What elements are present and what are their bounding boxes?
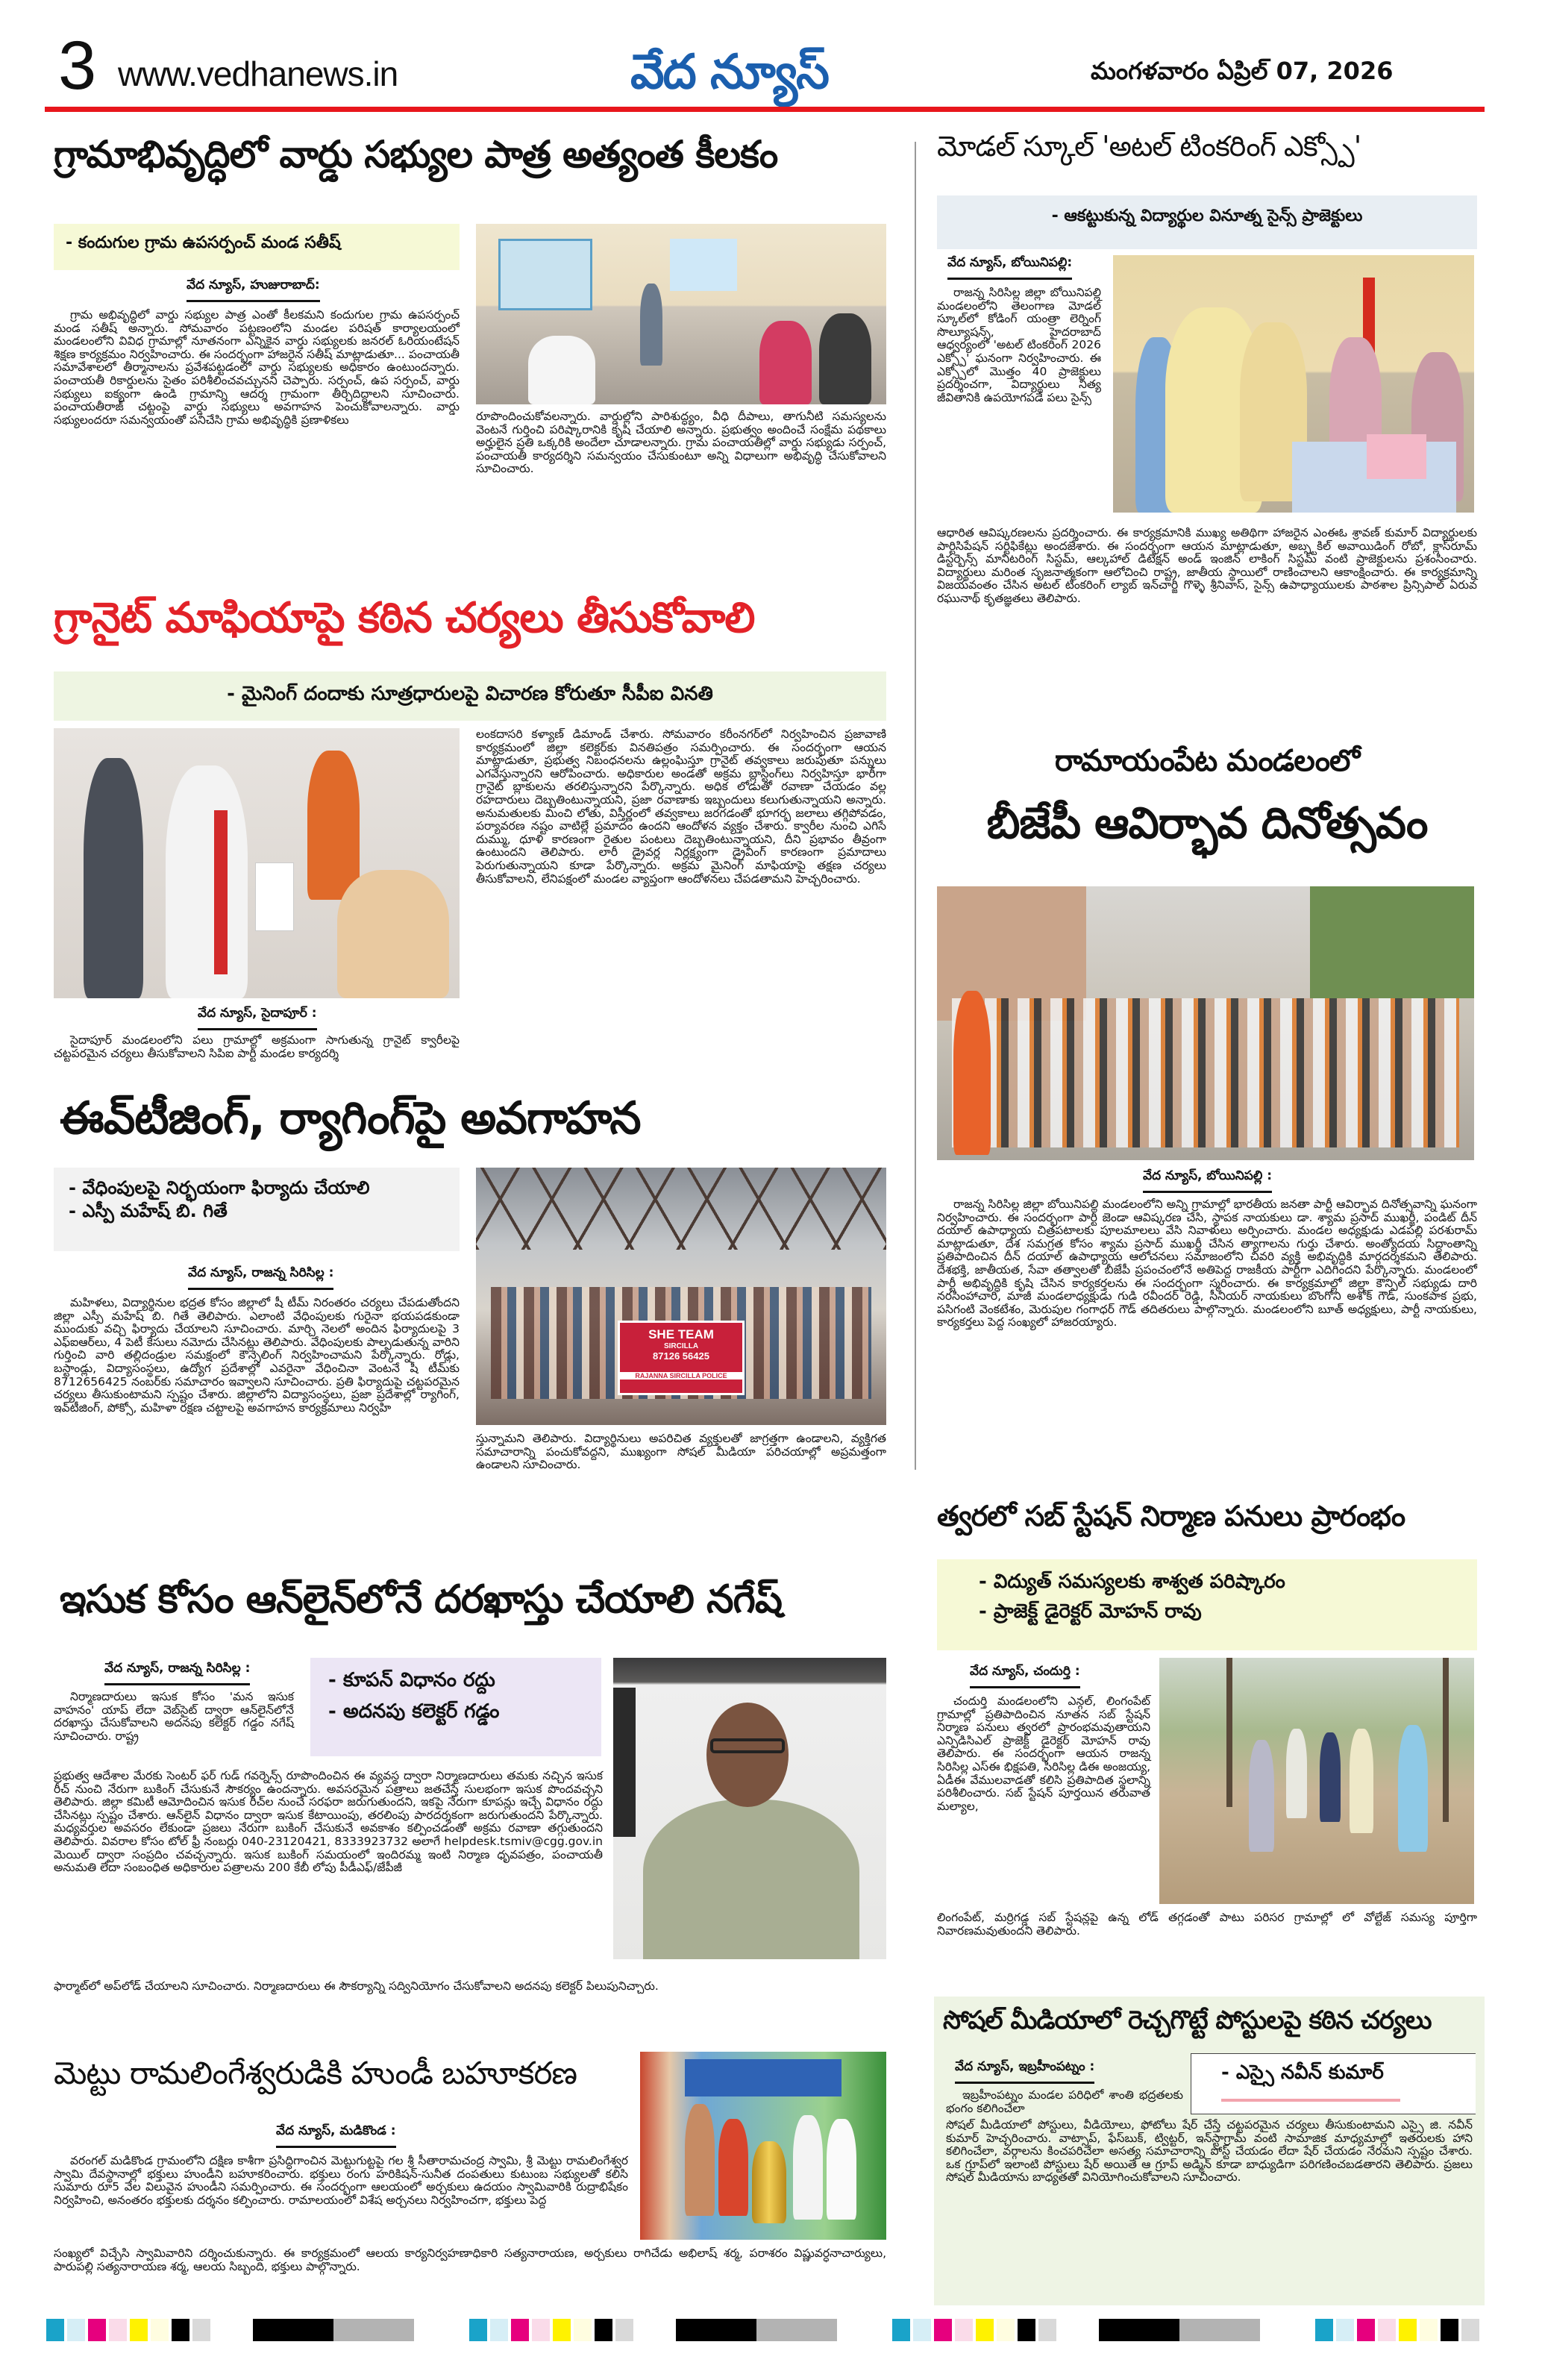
article-body: గ్రామ అభివృద్ధిలో వార్డు సభ్యుల పాత్ర ఎంతో కీలకమని కందుగుల గ్రామ ఉపసర్పంచ్ మండ సతీష్ అన్నారు. సోమవారం పట్టణంలోని మండల పరిషత్ కార్యాలయంలో మండలంలోని వివిధ గ్రామాల్లో నూతనంగా ఎన్నికైన వార్డు సభ్యులకు జనరల్ ఓరియంటేషన్ శిక్షణ కార్యక్రమం నిర్వహించారు. ఈ సందర్భంగా హాజరైన సతీష్ మాట్లాడుతూ... పంచాయతీ సమావేశాలలో తీర్మానాలను ప్రవేశపట్టడంలో వార్డు సభ్యులకు అధికారం ఉంటుందన్నారు. పంచాయతీ రికార్డులను సైతం పరిశీలించవచ్చునని చెప్పారు. సర్పంచ్, ఉప సర్పంచ్, వార్డు సభ్యులు ఐక్యంగా ఉండి గ్రామాన్ని ఆదర్శ గ్రామంగా తీర్చిదిద్దాలని సూచించారు. పంచాయతీరాజ్ చట్టంపై వార్డు సభ్యులు అవగాహన పెంచుకోవాలన్నారు. వార్డు సభ్యులందరూ సమన్వయంతో పనిచేసి గ్రామ అభివృద్ధికి ప్రణాళికలు (54, 308, 460, 427)
color-swatch (151, 2319, 169, 2341)
subhead-line: - ఎస్పీ మహేష్ బి. గితే (69, 1200, 228, 1222)
color-registration-bar (0, 2319, 1542, 2341)
color-swatch (469, 2319, 487, 2341)
photo-crowd (952, 998, 1459, 1147)
headline-granite: గ్రానైట్ మాఫియాపై కఠిన చర్యలు తీసుకోవాలి (54, 594, 755, 642)
masthead-rule (45, 107, 1485, 112)
banner-title: SHE TEAM (648, 1327, 714, 1341)
kicker-bjp: రామాయంపేట మండలంలో (1054, 744, 1360, 778)
photo-person (793, 2115, 823, 2220)
color-swatch (553, 2319, 571, 2341)
banner-place: SIRCILLA (663, 1342, 699, 1350)
subhead-substation (937, 1559, 1477, 1650)
dateline: వేద న్యూస్, బోయినిపల్లి: (947, 255, 1072, 280)
photo-additional-collector (613, 1658, 886, 1959)
photo-person (718, 2119, 748, 2216)
page-number: 3 (58, 28, 97, 104)
photo-training-hall (476, 224, 886, 404)
photo-project-model (1367, 434, 1426, 479)
article-body-continued: ఆధారిత ఆవిష్కరణలను ప్రదర్శించారు. ఈ కార్యక్రమానికి ముఖ్య అతిథిగా హాజరైన ఎంఈఓ శ్రావణ్ కుమార్ విద్యార్థులకు పార్టిసిపేషన్ సర్టిఫికేట్లు అందజేశారు. ఈ సందర్భంగా ఆయన మాట్లాడుతూ, అబ్స్టకిల్ అవాయిడింగ్ రోబో, క్లాస్‌రూమ్ డిస్టర్బెన్స్ మానిటరింగ్ సిస్టమ్, ఆల్కహాల్ డిటెక్షన్ అండ్ ఇంజిన్ లాకింగ్ సిస్టమ్ వంటి ప్రాజెక్టులను ప్రశంసించారు. విద్యార్థులు మరింత సృజనాత్మకంగా ఆలోచించి రాష్ట్ర, జాతీయ స్థాయిలో రాణించాలని ఆకాంక్షించారు. ఈ కార్యక్రమాన్ని విజయవంతం చేసిన అటల్ టింకరింగ్ ల్యాబ్ ఇన్‌చార్జి గొళ్ళె శ్రీనివాస్, సైన్స్ ఉపాధ్యాయులకు పాఠశాల ప్రిన్సిపాల్ ఏరువ రఘునాథ్ కృతజ్ఞతలు తెలిపారు. (937, 526, 1477, 605)
article-body: వరంగల్ మడికొండ గ్రామంలోని దక్షిణ కాశీగా ప్రసిద్ధిగాంచిన మెట్టుగుట్టపై గల శ్రీ సీతారామచంద్ర స్వామి, శ్రీ మెట్టు రామలింగేశ్వర స్వామి దేవస్థానాల్లో భక్తులు హుండీని బహూకరించారు. భక్తులు రంగు హరికిషన్-సునీత దంపతులు కుటుంబ సభ్యులతో కలిసి సుమారు రూ5 వేల విలువైన హుండీని సమర్పించారు. ఈ సందర్భంగా ఆలయంలో అర్చకులు ఉదయం స్వామివారికి రుద్రాభిషేకం నిర్వహించి, అనంతరం భక్తులకు దర్శనం కల్పించారు. రామాలయంలో విశేష అర్చనలు నిర్వహించగా, భక్తులు పెద్ద (54, 2154, 628, 2207)
photo-person (640, 284, 662, 366)
photo-person (84, 758, 143, 998)
subhead-line: - ప్రాజెక్ట్ డైరెక్టర్ మోహన్ రావు (979, 1600, 1202, 1623)
subhead-atal-expo (937, 195, 1477, 249)
subhead-line: - కూపన్ విధానం రద్దు (328, 1669, 495, 1691)
color-solid-block (253, 2319, 333, 2341)
photo-person (759, 321, 812, 404)
column-divider (915, 142, 916, 1470)
color-swatch (109, 2319, 127, 2341)
photo-person (166, 765, 248, 998)
photo-person (953, 991, 991, 1155)
masthead-logo: వేద న్యూస్ (630, 45, 828, 100)
photo-science-expo (1113, 255, 1474, 513)
dateline: వేద న్యూస్, రాజన్న సిరిసిల్ల : (188, 1265, 333, 1290)
color-solid-block (756, 2319, 837, 2341)
issue-date: మంగళవారం ఏప్రిల్ 07, 2026 (1091, 57, 1394, 85)
subhead-line: - ఎస్సై నవీన్ కుమార్ (1221, 2061, 1384, 2084)
color-swatch (1336, 2319, 1354, 2341)
banner-phone: 87126 56425 (653, 1350, 709, 1362)
subhead-line: - మైనింగ్ దందాకు సూత్రధారులపై విచారణ కోరుతూ సీపీఐ వినతి (227, 683, 713, 705)
photo-document (255, 862, 294, 931)
subhead-line: - విద్యుత్ సమస్యలకు శాశ్వత పరిష్కారం (979, 1571, 1285, 1593)
color-swatch (532, 2319, 550, 2341)
headline-eve-teasing: ఈవ్‌టీజింగ్, ర్యాగింగ్‌పై అవగాహన (60, 1092, 641, 1144)
photo-person (307, 751, 360, 900)
color-swatch (1038, 2319, 1056, 2341)
article-body-continued: స్తున్నామని తెలిపారు. విద్యార్థినులు అపరిచిత వ్యక్తులతో జాగ్రత్తగా ఉండాలని, వ్యక్తిగత సమాచారాన్ని పంచుకోవద్దని, ముఖ్యంగా సోషల్ మీడియా పరిచయాల్లో అప్రమత్తంగా ఉండాలని సూచించారు. (476, 1432, 886, 1472)
color-swatch (1357, 2319, 1375, 2341)
photo-glasses (710, 1738, 785, 1753)
color-swatch (892, 2319, 910, 2341)
photo-person (1350, 1729, 1373, 1833)
article-body: సైదాపూర్ మండలంలోని పలు గ్రామాల్లో అక్రమంగా సాగుతున్న గ్రానైట్ క్వారీలపై చట్టపరమైన చర్యలు తీసుకోవాలని సిపిఐ పార్టీ మండల కార్యదర్శి (54, 1033, 460, 1060)
color-swatch (1018, 2319, 1035, 2341)
headline-substation: త్వరలో సబ్ స్టేషన్ నిర్మాణ పనులు ప్రారంభం (937, 1500, 1405, 1532)
color-swatch (130, 2319, 148, 2341)
dateline: వేద న్యూస్, సైదాపూర్ : (198, 1006, 317, 1030)
dateline: వేద న్యూస్, రాజన్న సిరిసిల్ల : (104, 1661, 250, 1685)
color-swatch (88, 2319, 106, 2341)
photo-temple-hundi (640, 2052, 886, 2240)
color-swatch (934, 2319, 952, 2341)
photo-bookshelf (613, 1688, 636, 1837)
subhead-ward-members (54, 224, 460, 270)
article-body-continued: రూపొందించుకోవలన్నారు. వార్డుల్లోని పారిశుద్ధ్యం, వీధి దీపాలు, తాగునీటి సమస్యలను వెంటనే గుర్తించి పరిష్కారానికి కృషి చేయాలి అన్నారు. ప్రభుత్వం అందించే సంక్షేమ పథకాలు అర్హులైన ప్రతి ఒక్కరికి అందేలా చూడాలన్నారు. గ్రామ పంచాయతీల్లో వార్డు సభ్యుడు సర్పంచ్, పంచాయతీ కార్యదర్శిని సమన్వయం చేసుకుంటూ అన్ని విధాలుగా అభివృద్ధి చేసుకోవాలని సూచించారు. (476, 410, 886, 476)
article-body: రాజన్న సిరిసిల్ల జిల్లా బోయినిపల్లి మండలంలోని అన్ని గ్రామాల్లో భారతీయ జనతా పార్టీ ఆవిర్భావ దినోత్సవాన్ని ఘనంగా నిర్వహించారు. ఈ సందర్భంగా పార్టీ జెండా ఆవిష్కరణ చేసి, స్థాపక నాయకులు డా. శ్యామ ప్రసాద్ ముఖర్జీ, పండిట్ దీన్ దయాల్ ఉపాధ్యాయ చిత్రపటాలకు పూలమాలలు వేసి నివాళులు అర్పించారు. మండల అధ్యక్షుడు ఎడపల్లి పరశురామ్ మాట్లాడుతూ, దేశ సమగ్రత కోసం శ్యామ ప్రసాద్ ముఖర్జీ చేసిన త్యాగాలను గుర్తు చేశారు. అంత్యోదయ సిద్ధాంతాన్ని ప్రతిపాదించిన దీన్ దయాల్ ఉపాధ్యాయ ఆలోచనలు సమాజంలోని చివరి వ్యక్తి అభివృద్ధికి మార్గదర్శకమని తెలిపారు. దేశభక్తి, జాతీయత, సేవా తత్వాలతో బీజేపీ ప్రపంచంలోనే అతిపెద్ద రాజకీయ పార్టీగా ఎదిగిందని పేర్కొన్నారు. మండలంలో పార్టీ అభివృద్ధికి కృషి చేసిన కార్యకర్తలను ఈ సందర్భంగా స్మరించారు. ఈ కార్యక్రమాల్లో జిల్లా కౌన్సిల్ సభ్యుడు దారి నరసింహాచారి, మాజీ మండలాధ్యక్షుడు గుడి రవీందర్ రెడ్డి, సీనియర్ నాయకులు బొంగోని అశోక్ గౌడ్, సుంకపాక ప్రభు, పసిగంటి వెంకటేశం, మెరుపుల గంగాధర్ గౌడ్ తదితరులు పాల్గొన్నారు. మండలంలోని బూత్ అధ్యక్షులు, పార్టీ నాయకులు, కార్యకర్తలు పెద్ద సంఖ్యలో హాజరయ్యారు. (937, 1197, 1477, 1330)
article-body-continued: లింగంపేట్, మర్రిగడ్డ సబ్ స్టేషన్లపై ఉన్న లోడ్ తగ్గడంతో పాటు పరిసర గ్రామాల్లో లో వోల్టేజ్ సమస్య పూర్తిగా నివారణమవుతుందని తెలిపారు. (937, 1911, 1477, 1938)
color-swatch (1420, 2319, 1438, 2341)
photo-person (1320, 1732, 1341, 1822)
subhead-line: - కందుగుల గ్రామ ఉపసర్పంచ్ మండ సతీష్ (66, 234, 341, 252)
banner-footer: RAJANNA SIRCILLA POLICE (620, 1372, 742, 1380)
dateline: వేద న్యూస్, ఇబ్రహీంపట్నం : (955, 2059, 1094, 2084)
color-swatch (192, 2319, 210, 2341)
she-team-banner (618, 1321, 745, 1395)
article-body: రాజన్న సిరిసిల్ల జిల్లా బోయినిపల్లి మండలంలోని తెలంగాణ మోడల్ స్కూల్‌లో కోడింగ్ యంత్రా లెర్నింగ్ సొల్యూషన్స్, హైదరాబాద్ ఆధ్వర్యంలో 'అటల్ టింకరింగ్ 2026 ఎక్స్పో' ఘనంగా నిర్వహించారు. ఈ ఎక్స్పోలో మొత్తం 40 ప్రాజెక్టులు ప్రదర్శించగా, విద్యార్థులు నిత్య జీవితానికి ఉపయోగపడే పలు సైన్స్ (937, 286, 1101, 404)
color-swatch (490, 2319, 508, 2341)
dateline: వేద న్యూస్, మడికొండ : (276, 2123, 396, 2148)
photo-face (706, 1703, 789, 1807)
photo-hundi (752, 2141, 786, 2223)
photo-substation-site (1159, 1658, 1474, 1904)
photo-person (685, 2104, 715, 2216)
dateline: వేద న్యూస్, హుజురాబాద్: (187, 278, 320, 302)
subhead-eve-teasing (54, 1168, 460, 1251)
subhead-line: - వేధింపులపై నిర్భయంగా ఫిర్యాదు చేయాలి (69, 1177, 370, 1198)
color-swatch (172, 2319, 189, 2341)
photo-bjp-gathering (937, 886, 1474, 1160)
photo-banner (498, 239, 592, 310)
photo-person (1286, 1729, 1307, 1818)
photo-person (337, 870, 449, 998)
color-swatch (46, 2319, 64, 2341)
article-body: చందుర్తి మండలంలోని ఎన్గల్, లింగంపేట్ గ్రామాల్లో ప్రతిపాదించిన నూతన సబ్ స్టేషన్ నిర్మాణ పనులు త్వరలో ప్రారంభమవుతాయని ఎన్పిడిసిఎల్ ప్రాజెక్ట్ డైరెక్టర్ మోహన్ రావు తెలిపారు. ఈ సందర్భంగా ఆయన రాజన్న సిరిసిల్ల ఎస్ఈ భిక్షపతి, సిరిసిల్ల డిఈ అంజయ్య, ఏడీఈ వేములవాడతో కలిసి ప్రతిపాదిత స్థలాన్ని పరిశీలించారు. సబ్ స్టేషన్ పూర్తయిన తరువాత మల్యాల, (937, 1694, 1150, 1813)
color-solid-block (1099, 2319, 1179, 2341)
color-swatch (1461, 2319, 1479, 2341)
article-body: నిర్మాణదారులు ఇసుక కోసం 'మన ఇసుక వాహనం' యాప్ లేదా వెబ్‌సైట్ ద్వారా ఆన్‌లైన్‌లోనే దరఖాస్తు చేసుకోవాలని అదనపు కలెక్టర్ గడ్డం నగేష్ సూచించారు. రాష్ట్ర (54, 1690, 294, 1743)
headline-social-media: సోషల్ మీడియాలో రెచ్చగొట్టే పోస్టులపై కఠిన చర్యలు (943, 2005, 1432, 2035)
headline-atal-expo: మోడల్ స్కూల్ 'అటల్ టింకరింగ్ ఎక్స్పో' (937, 130, 1361, 163)
color-swatch (1441, 2319, 1458, 2341)
color-swatch (955, 2319, 973, 2341)
color-swatch (1315, 2319, 1333, 2341)
subhead-granite (54, 671, 886, 721)
photo-backdrop (685, 2059, 841, 2096)
headline-sand: ఇసుక కోసం ఆన్‌లైన్‌లోనే దరఖాస్తు చేయాలి నగేష్ (60, 1577, 782, 1622)
photo-screen (670, 239, 737, 291)
article-body-continued: సంఖ్యలో విచ్చేసి స్వామివారిని దర్శించుకున్నారు. ఈ కార్యక్రమంలో ఆలయ కార్యనిర్వహణాధికారి సత్యనారాయణ, అర్చకులు రాగిచేడు అభిలాష్ శర్మ, పరాశరం విష్ణువర్ధనాచార్యులు, పారుపల్లి సత్యనారాయణ శర్మ, ఆలయ సిబ్బంది, భక్తులు పాల్గొన్నారు. (54, 2246, 886, 2273)
article-body-continued: లంకదాసరి కళ్యాణ్ డిమాండ్ చేశారు. సోమవారం కరీంనగర్‌లో నిర్వహించిన ప్రజావాణి కార్యక్రమంలో జిల్లా కలెక్టర్‌కు వినతిపత్రం సమర్పించారు. ఈ సందర్భంగా ఆయన మాట్లాడుతూ, ప్రభుత్వ నిబంధనలను ఉల్లంఘిస్తూ గ్రానైట్ తవ్వకాలు జరుపుతూ పన్నులు ఎగవేస్తున్నారని ఆరోపించారు. అధికారుల అండతో అక్రమ బ్లాస్టింగ్‌లు నిర్వహిస్తూ భారీగా గ్రానైట్ బ్లాకులను తరలిస్తున్నారని పేర్కొన్నారు. అధిక లోడుతో రవాణా చేయడం వల్ల రహదారులు దెబ్బతింటున్నాయని, ప్రజా రవాణాకు ఇబ్బందులు కలుగుతున్నాయని అన్నారు. అనుమతులకు మించి లోతు, విస్తీర్ణంలో తవ్వకాలు జరగడంతో భూగర్భ జలాలు తగ్గిపోవడం, పర్యావరణ నష్టం వాటిల్లే ప్రమాదం ఉందని ఆందోళన వ్యక్తం చేశారు. క్వారీల నుంచి ఎగిసే దుమ్ము, ధూళి కారణంగా రైతుల పంటలు దెబ్బతింటున్నాయని, దీని ప్రభావం తీవ్రంగా ఉంటుందని తెలిపారు. లారీ డ్రైవర్ల నిర్లక్ష్యంగా డ్రైవింగ్ కారణంగా ప్రమాదాలు పెరుగుతున్నాయని కూడా పేర్కొన్నారు. అక్రమ మైనింగ్ మాఫియాపై తక్షణ చర్యలు తీసుకోవాలని, లేనిపక్షంలో మండల వ్యాప్తంగా ఆందోళనలు చేపడతామని హెచ్చరించారు. (476, 727, 886, 886)
subhead-social-media (1191, 2053, 1476, 2114)
dateline: వేద న్యూస్, చందుర్తి : (970, 1664, 1080, 1688)
color-solid-block (1179, 2319, 1260, 2341)
photo-tree (1226, 1658, 1232, 1807)
subhead-underline (1221, 2099, 1400, 2102)
photo-collector-petition (54, 728, 460, 998)
photo-tree (1443, 1658, 1449, 1822)
headline-ward-members: గ్రామాభివృద్ధిలో వార్డు సభ్యుల పాత్ర అత్యంత కీలకం (54, 133, 778, 176)
headline-temple: మెట్టు రామలింగేశ్వరుడికి హుండీ బహూకరణ (54, 2055, 577, 2091)
color-swatch (574, 2319, 592, 2341)
article-body: మహిళలు, విద్యార్థినుల భద్రత కోసం జిల్లాలో షీ టీమ్ నిరంతరం చర్యలు చేపడుతోందని జిల్లా ఎస్పీ మహేష్ బి. గితే తెలిపారు. ఎలాంటి వేధింపులకు గురైనా భయపడకుండా ముందుకు వచ్చి ఫిర్యాదు చేయాలని సూచించారు. మార్చి నెలలో అందిన ఫిర్యాదులపై 3 ఎఫ్ఐఆర్‌లు, 4 పెటీ కేసులు నమోదు చేసినట్లు తెలిపారు. వేధింపులకు పాల్పడుతున్న వారిని గుర్తించి వారి తల్లిదండ్రుల సమక్షంలో కౌన్సెలింగ్ నిర్వహించామని పేర్కొన్నారు. రోడ్లు, బస్టాండ్లు, విద్యాసంస్థలు, ఉద్యోగ ప్రదేశాల్లో ఎవరైనా వేధించినా వెంటనే షీ టీమ్‌కు 8712656425 నంబర్‌కు సమాచారం ఇవ్వాలని సూచించారు. ప్రతి ఫిర్యాదుపై చట్టపరమైన చర్యలు తీసుకుంటామని స్పష్టం చేశారు. జిల్లాలోని విద్యాసంస్థలు, ప్రజా ప్రదేశాల్లో ర్యాగింగ్, ఇవ్‌టీజింగ్, పోక్సో, మహిళా రక్షణ చట్టాలపై అవగాహన కార్యక్రమాలు నిర్వహి (54, 1296, 460, 1415)
photo-person (819, 313, 871, 404)
color-swatch (615, 2319, 633, 2341)
article-body: ఇబ్రహీంపట్నం మండల పరిధిలో శాంతి భద్రతలకు భంగం కలిగించేలా (946, 2088, 1183, 2115)
article-body-end: ఫార్మాట్‌లో అప్‌లోడ్ చేయాలని సూచించారు. నిర్మాణదారులు ఈ సౌకర్యాన్ని సద్వినియోగం చేసుకోవాలని అదనపు కలెక్టర్ పిలుపునిచ్చారు. (54, 1979, 659, 1993)
article-body-continued: సోషల్ మీడియాలో పోస్టులు, వీడియోలు, ఫోటోలు షేర్ చేస్తే చట్టపరమైన చర్యలు తీసుకుంటామని ఎస్సై జి. నవీన్ కుమార్ హెచ్చరించారు. వాట్సాప్, ఫేస్‌బుక్, ట్విట్టర్, ఇన్‌స్టాగ్రామ్ వంటి సామాజిక మాధ్యమాల్లో ఇతరులకు హాని కలిగించేలా, వర్గాలను కించపరిచేలా అసత్య సమాచారాన్ని పోస్ట్ చేయడం లేదా షేర్ చేయడం నేరమని స్పష్టం చేశారు. ఒక గ్రూప్‌లో ఇలాంటి పోస్టులు షేర్ అయితే ఆ గ్రూప్ అడ్మిన్ కూడా బాధ్యుడిగా పరిగణించబడతారని తెలిపారు. ప్రజలు సోషల్ మీడియాను బాధ్యతతో వినియోగించుకోవాలని సూచించారు. (946, 2118, 1473, 2185)
photo-scarf (214, 810, 228, 974)
subhead-sand (310, 1658, 601, 1756)
color-swatch (913, 2319, 931, 2341)
color-swatch (511, 2319, 529, 2341)
dateline: వేద న్యూస్, బోయినిపల్లి : (1143, 1168, 1272, 1193)
website-url[interactable]: www.vedhanews.in (118, 54, 398, 93)
photo-person (528, 336, 595, 404)
color-swatch (67, 2319, 85, 2341)
photo-person (1398, 1725, 1428, 1852)
photo-person (827, 2119, 856, 2220)
color-swatch (1399, 2319, 1417, 2341)
color-swatch (976, 2319, 994, 2341)
color-solid-block (333, 2319, 414, 2341)
color-swatch (1378, 2319, 1396, 2341)
color-swatch (595, 2319, 612, 2341)
headline-bjp: బీజేపీ ఆవిర్భావ దినోత్సవం (986, 798, 1428, 848)
photo-person (1249, 1740, 1274, 1852)
subhead-line: - అదనపు కలెక్టర్ గడ్డం (328, 1700, 500, 1723)
photo-shirt (643, 1800, 859, 1959)
color-solid-block (676, 2319, 756, 2341)
article-body-continued: ప్రభుత్వ ఆదేశాల మేరకు సెంటర్ ఫర్ గుడ్ గవర్నెన్స్ రూపొందించిన ఈ వ్యవస్థ ద్వారా నిర్మాణదారులు తమకు నచ్చిన ఇసుక రీచ్ నుంచి నేరుగా బుకింగ్ చేసుకునే సౌకర్యం ఉందన్నారు. అవసరమైన పత్రాలు జతచేస్తే సులభంగా ఇసుక పొందవచ్చని తెలిపారు. జిల్లా కమిటీ ఆమోదించిన ఇసుక రీచ్‌ల నుంచే సరఫరా జరుగుతుందని, ఇకపై నేరుగా కూపన్లు ఇచ్చే విధానం రద్దు చేసినట్లు స్పష్టం చేశారు. ఆన్‌లైన్ విధానం ద్వారా ఇసుక కేటాయింపు, తరలింపు పారదర్శకంగా జరుగుతుందని పేర్కొన్నారు. మధ్యవర్తుల అవసరం లేకుండా ప్రజలు నేరుగా బుకింగ్ చేసుకునే అవకాశం కల్పించడంతో అక్రమ రవాణా తగ్గుతుందని తెలిపారు. వివరాల కోసం టోల్ ఫ్రీ నంబర్లు 040-23120421, 8333923732 అలాగే helpdesk.tsmiv@cgg.gov.in మెయిల్ ద్వారా సంప్రదిం చవచ్చన్నారు. ఇసుక బుకింగ్ సమయంలో ఇందిరమ్మ ఇంటి నిర్మాణ ధృవపత్రం, పంచాయతీ అనుమతి లేదా సంబంధిత అధికారుల పత్రాలను 200 కేబీ లోపు పీడీఎఫ్/జేపీజీ (54, 1769, 603, 1875)
photo-trees (1310, 886, 1474, 998)
photo-she-team-awareness (476, 1168, 886, 1425)
color-swatch (997, 2319, 1015, 2341)
subhead-line: - ఆకట్టుకున్న విద్యార్థుల వినూత్న సైన్స్ ప్రాజెక్టులు (1051, 207, 1363, 225)
photo-roof-truss (476, 1168, 886, 1250)
